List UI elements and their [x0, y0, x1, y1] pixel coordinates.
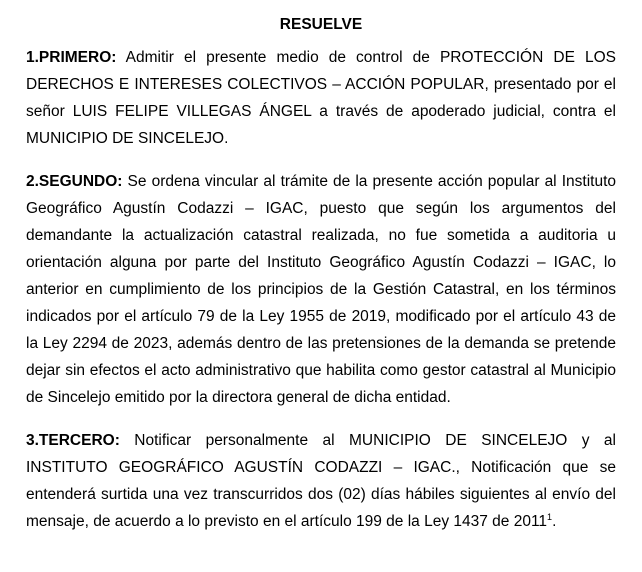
- section-trailing: .: [552, 513, 557, 530]
- section-text: Admitir el presente medio de control de PROTECCIÓN DE LOS DERECHOS E INTERESES COLECTIVOS – ACCIÓN POPULAR, presentado por el señor LUIS FELIPE VILLEGAS ÁNGEL a través de apoderado judicial, contra el MUNICIPIO DE SINCELEJO.: [26, 49, 616, 147]
- section-segundo: [26, 168, 616, 411]
- section-text: Se ordena vincular al trámite de la presente acción popular al Instituto Geográfico Agustín Codazzi – IGAC, puesto que según los argumentos del demandante la actualización catastral realizada, no fue sometida a auditoria u orientación alguna por parte del Instituto Geográfico Agustín Codazzi – IGAC, lo anterior en cumplimiento de los principios de la Gestión Catastral, en los términos indicados por el artículo 79 de la Ley 1955 de 2019, modificado por el artículo 43 de la Ley 2294 de 2023, además dentro de las pretensiones de la demanda se pretende dejar sin efectos el acto administrativo que habilita como gestor catastral al Municipio de Sincelejo emitido por la directora general de dicha entidad.: [26, 173, 616, 406]
- section-primero: [26, 44, 616, 152]
- section-label: 1.PRIMERO:: [26, 49, 117, 66]
- footnote-reference[interactable]: 1: [547, 511, 553, 522]
- resolution-heading: RESUELVE: [279, 16, 363, 33]
- section-tercero: [26, 427, 616, 535]
- section-label: 2.SEGUNDO:: [26, 173, 123, 190]
- section-text: Notificar personalmente al MUNICIPIO DE SINCELEJO y al INSTITUTO GEOGRÁFICO AGUSTÍN CODAZZI – IGAC., Notificación que se entenderá surtida una vez transcurridos dos (02) días hábiles siguientes al envío del mensaje, de acuerdo a lo previsto en el artículo 199 de la Ley 1437 de 2011: [26, 432, 616, 530]
- section-label: 3.TERCERO:: [26, 432, 120, 449]
